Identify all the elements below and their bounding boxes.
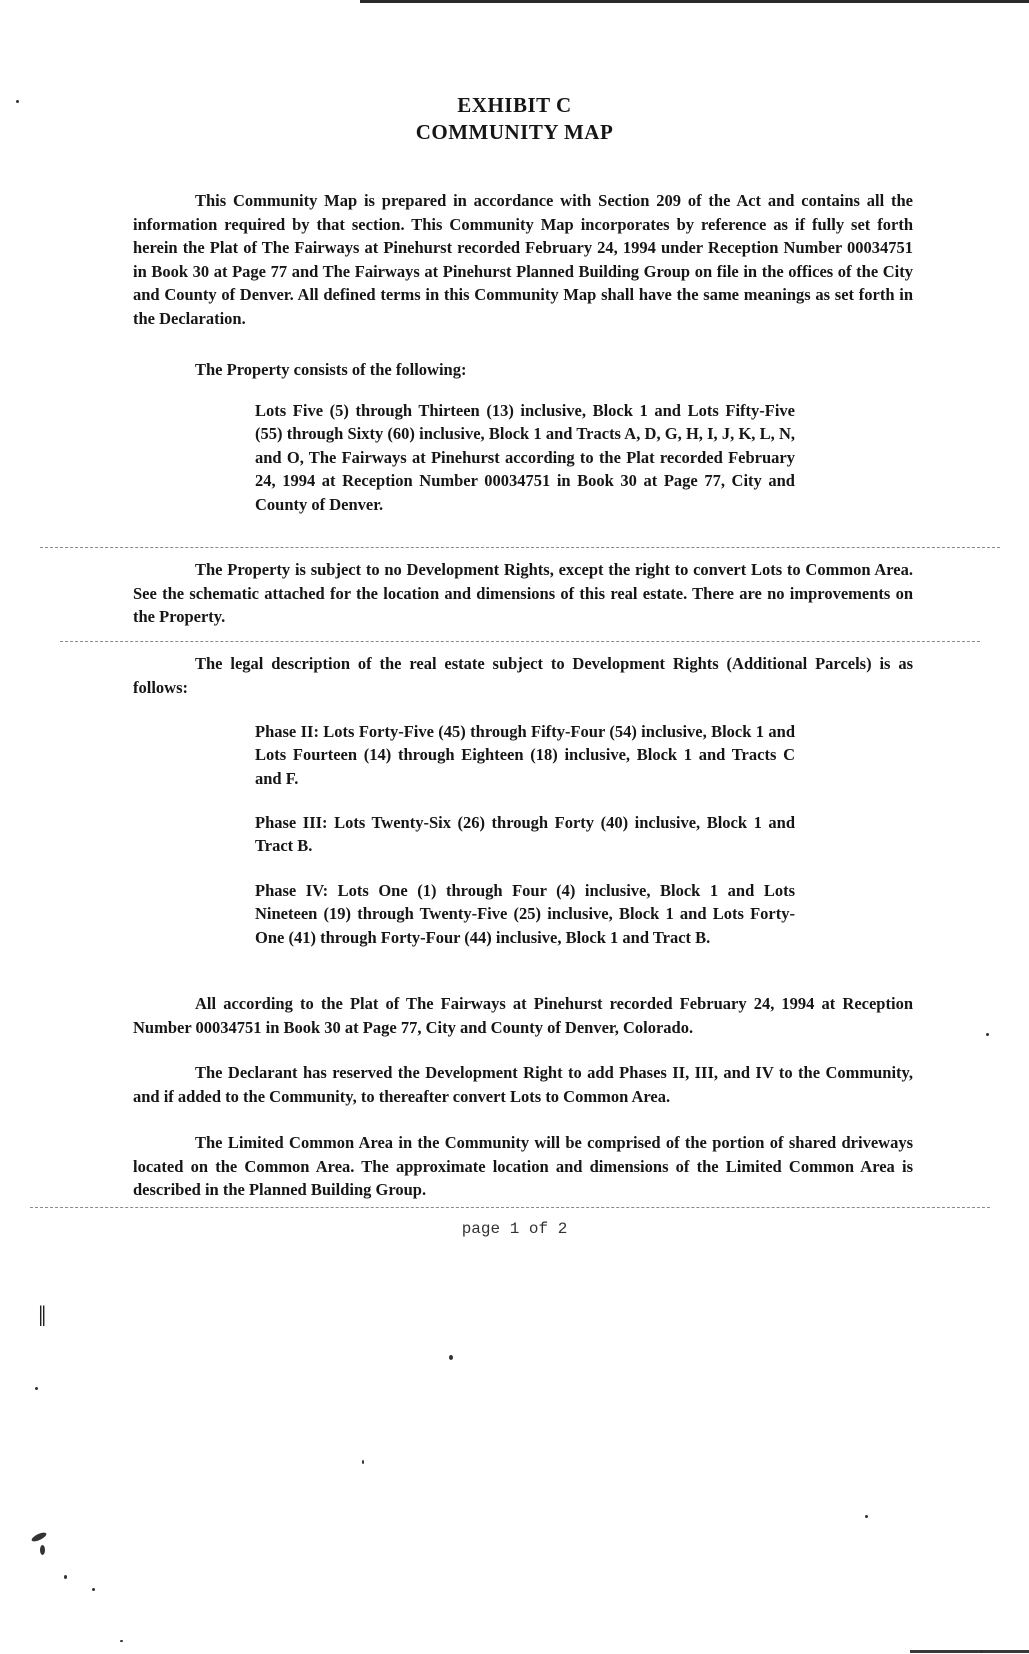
exhibit-title: EXHIBIT C bbox=[457, 93, 572, 117]
phase-iv-description: Phase IV: Lots One (1) through Four (4) inclusive, Block 1 and Lots Nineteen (19) through Twenty-Five (25) inclusive, Block 1 and Lots Forty-One (41) through Forty-Four (44) inclusive, Block 1 and Tract B. bbox=[255, 881, 795, 947]
property-description: Lots Five (5) through Thirteen (13) inclusive, Block 1 and Lots Fifty-Five (55) through Sixty (60) inclusive, Block 1 and Tracts A, D, G, H, I, J, K, L, N, and O, The Fairways at Pinehurst according to the Plat recorded February 24, 1994 at Reception Number 00034751 in Book 30 at Page 77, City and County of Denver. bbox=[255, 401, 795, 514]
scan-speck bbox=[986, 1033, 989, 1036]
scan-speck bbox=[40, 1545, 45, 1555]
scan-line bbox=[30, 1207, 990, 1208]
intro-paragraph-text: This Community Map is prepared in accordance with Section 209 of the Act and contains all the information required by that section. This Community Map incorporates by reference as if fully set forth herein the Plat of The Fairways at Pinehurst recorded February 24, 1994 under Reception Number 00034751 in Book 30 at Page 77 and The Fairways at Pinehurst Planned Building Group on file in the offices of the City and County of Denver. All defined terms in this Community Map shall have the same meanings as set forth in the Declaration. bbox=[133, 191, 913, 328]
scan-line bbox=[40, 547, 1000, 548]
scan-speck bbox=[120, 1640, 123, 1642]
scan-speck bbox=[362, 1460, 364, 1464]
scan-speck bbox=[92, 1588, 95, 1591]
declarant-text: The Declarant has reserved the Development Right to add Phases II, III, and IV to the Community, and if added to the Community, to thereafter convert Lots to Common Area. bbox=[133, 1063, 913, 1106]
property-lead-text: The Property consists of the following: bbox=[195, 360, 467, 379]
scan-line bbox=[60, 641, 980, 642]
plat-reference-text: All according to the Plat of The Fairways at Pinehurst recorded February 24, 1994 at Reception Number 00034751 in Book 30 at Page 77, City and County of Denver, Colorado. bbox=[133, 994, 913, 1037]
map-title: COMMUNITY MAP bbox=[415, 120, 614, 144]
page-number: page 1 of 2 bbox=[461, 1220, 568, 1238]
development-rights-paragraph bbox=[133, 558, 913, 629]
scan-mark: ‖ bbox=[38, 1300, 47, 1333]
limited-common-area-paragraph bbox=[133, 1131, 913, 1202]
scan-bottom-edge bbox=[910, 1650, 1029, 1653]
declarant-paragraph bbox=[133, 1061, 913, 1108]
intro-paragraph bbox=[133, 189, 913, 331]
scan-top-edge bbox=[360, 0, 1029, 3]
scan-speck bbox=[865, 1515, 868, 1518]
scan-speck bbox=[64, 1575, 67, 1579]
property-lead-paragraph bbox=[133, 358, 913, 382]
limited-common-area-text: The Limited Common Area in the Community will be comprised of the portion of shared driveways located on the Common Area. The approximate location and dimensions of the Limited Common Area is described in the Planned Building Group. bbox=[133, 1133, 913, 1200]
scan-speck bbox=[30, 1531, 47, 1543]
scan-speck bbox=[449, 1355, 453, 1360]
scan-speck bbox=[35, 1387, 38, 1390]
scan-speck bbox=[980, 1650, 983, 1653]
phase-ii-description: Phase II: Lots Forty-Five (45) through Fifty-Four (54) inclusive, Block 1 and Lots Fourteen (14) through Eighteen (18) inclusive, Block 1 and Tracts C and F. bbox=[255, 722, 795, 788]
phase-iii-description: Phase III: Lots Twenty-Six (26) through Forty (40) inclusive, Block 1 and Tract B. bbox=[255, 813, 795, 856]
legal-description-lead bbox=[133, 652, 913, 699]
legal-description-lead-text: The legal description of the real estate subject to Development Rights (Additional Parcels) is as follows: bbox=[133, 654, 913, 697]
development-rights-text: The Property is subject to no Development Rights, except the right to convert Lots to Common Area. See the schematic attached for the location and dimensions of this real estate. There are no improvements on the Property. bbox=[133, 560, 913, 627]
plat-reference-paragraph bbox=[133, 992, 913, 1039]
